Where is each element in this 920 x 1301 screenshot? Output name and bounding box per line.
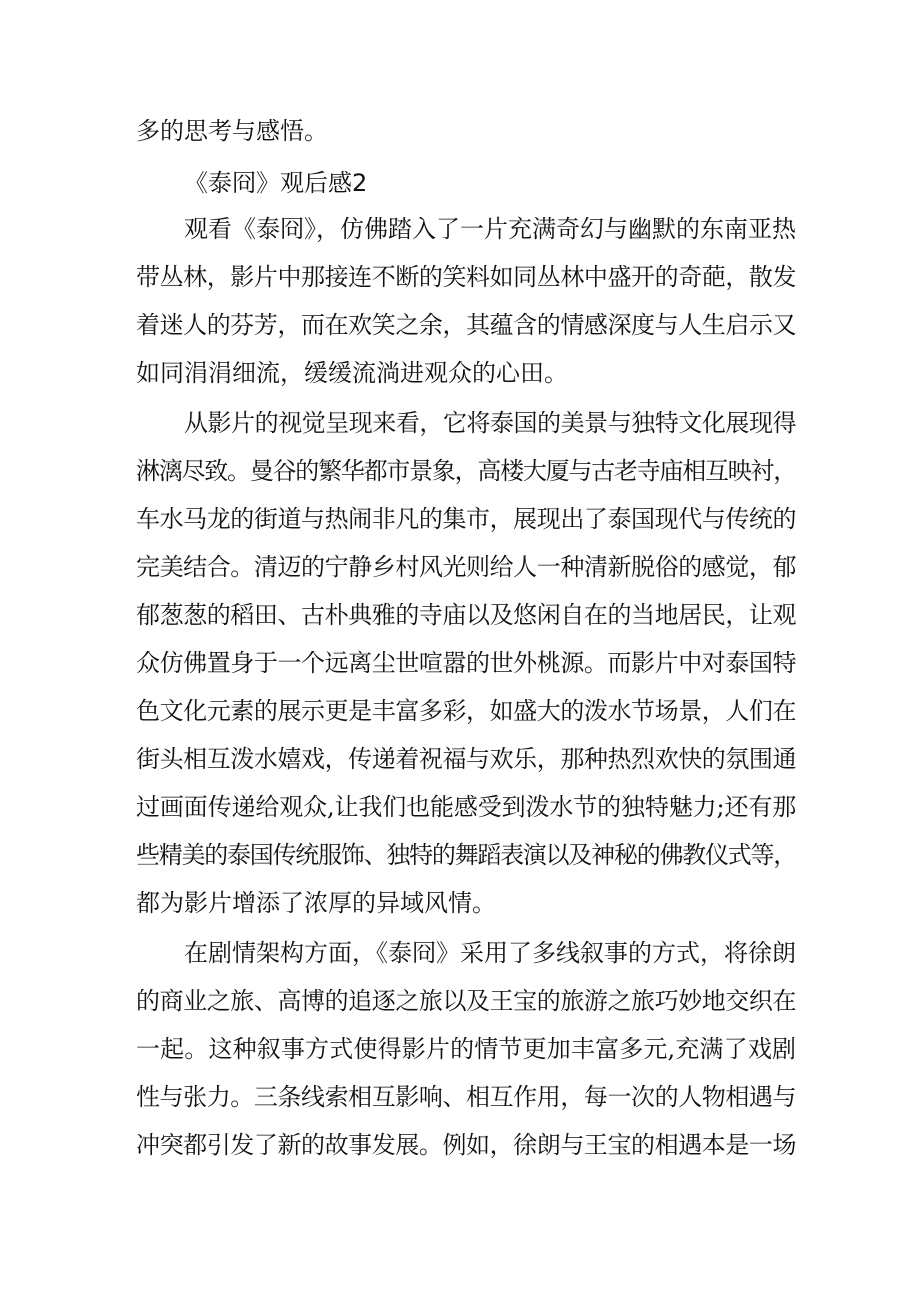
heading-title: 《泰冏》观后感 [184, 169, 352, 197]
paragraph-line: 从影片的视觉呈现来看，它将泰国的美景与独特文化展现得 [184, 409, 796, 437]
paragraph-line: 街头相互泼水嬉戏，传递着祝福与欢乐，那种热烈欢快的氛围通 [136, 745, 796, 773]
paragraph-line: 着迷人的芬芳，而在欢笑之余，其蕴含的情感深度与人生启示又 [136, 311, 796, 339]
heading-number: 2 [352, 169, 368, 197]
paragraph-line: 众仿佛置身于一个远离尘世喧嚣的世外桃源。而影片中对泰国特 [136, 649, 796, 677]
paragraph-line: 淋漓尽致。曼谷的繁华都市景象，高楼大厦与古老寺庙相互映衬， [136, 457, 796, 485]
paragraph-line: 在剧情架构方面，《泰冏》采用了多线叙事的方式，将徐朗 [184, 939, 796, 967]
paragraph-line: 性与张力。三条线索相互影响、相互作用，每一次的人物相遇与 [136, 1083, 796, 1111]
essay-heading [184, 168, 367, 198]
paragraph-line: 郁葱葱的稻田、古朴典雅的寺庙以及悠闲自在的当地居民，让观 [136, 601, 796, 629]
paragraph-line: 一起。这种叙事方式使得影片的情节更加丰富多元,充满了戏剧 [136, 1035, 796, 1063]
paragraph-line: 车水马龙的街道与热闹非凡的集市，展现出了泰国现代与传统的 [136, 505, 796, 533]
paragraph-line: 色文化元素的展示更是丰富多彩，如盛大的泼水节场景，人们在 [136, 697, 796, 725]
paragraph-line: 完美结合。清迈的宁静乡村风光则给人一种清新脱俗的感觉，郁 [136, 553, 796, 581]
paragraph-line: 些精美的泰国传统服饰、独特的舞蹈表演以及神秘的佛教仪式等， [136, 841, 796, 869]
continuation-line: 多的思考与感悟。 [136, 117, 328, 145]
paragraph-line: 冲突都引发了新的故事发展。例如，徐朗与王宝的相遇本是一场 [136, 1131, 796, 1159]
paragraph-line: 的商业之旅、高博的追逐之旅以及王宝的旅游之旅巧妙地交织在 [136, 987, 796, 1015]
paragraph-line: 过画面传递给观众,让我们也能感受到泼水节的独特魅力;还有那 [136, 793, 796, 821]
paragraph-line: 都为影片增添了浓厚的异域风情。 [136, 889, 496, 917]
paragraph-line: 如同涓涓细流，缓缓流淌进观众的心田。 [136, 359, 568, 387]
paragraph-line: 观看《泰冏》，仿佛踏入了一片充满奇幻与幽默的东南亚热 [184, 215, 796, 243]
paragraph-line: 带丛林，影片中那接连不断的笑料如同丛林中盛开的奇葩，散发 [136, 263, 796, 291]
